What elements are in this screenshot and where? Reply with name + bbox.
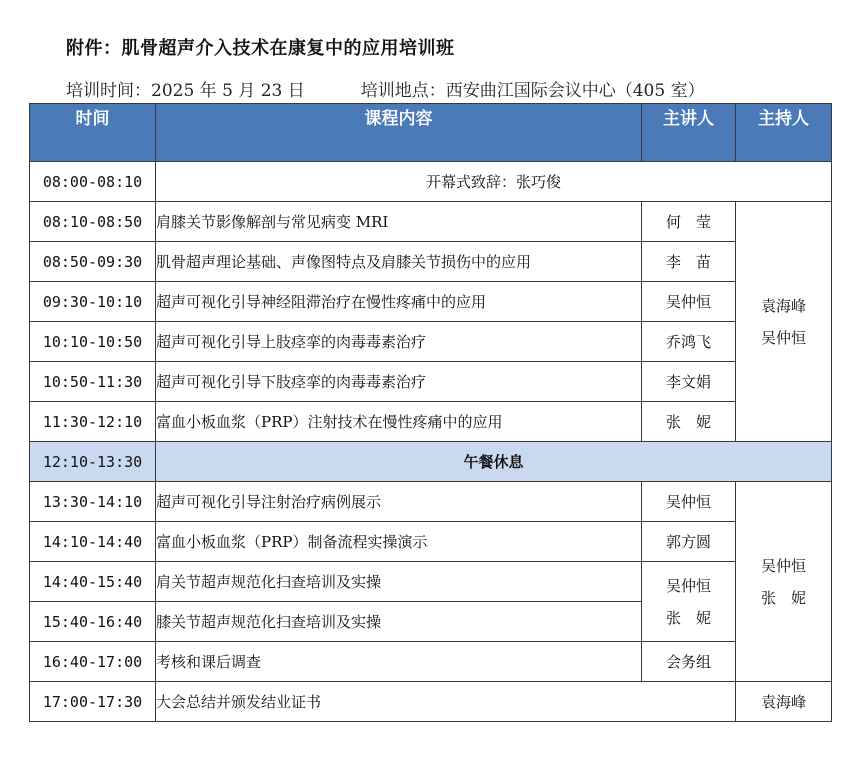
row-content: 富血小板血浆（PRP）注射技术在慢性疼痛中的应用 bbox=[156, 402, 642, 442]
schedule-table bbox=[29, 103, 832, 722]
host-afternoon bbox=[736, 482, 832, 682]
row-content: 大会总结并颁发结业证书 bbox=[156, 682, 736, 722]
row-speaker: 吴仲恒 bbox=[642, 282, 736, 322]
speaker-name: 张 妮 bbox=[665, 608, 711, 627]
table-row bbox=[30, 522, 832, 562]
table-row-lunch bbox=[30, 442, 832, 482]
row-content: 超声可视化引导下肢痉挛的肉毒毒素治疗 bbox=[156, 362, 642, 402]
host-name: 张 妮 bbox=[760, 588, 806, 607]
table-row bbox=[30, 202, 832, 242]
row-speaker: 何 莹 bbox=[642, 202, 736, 242]
row-content: 富血小板血浆（PRP）制备流程实操演示 bbox=[156, 522, 642, 562]
header-content: 课程内容 bbox=[156, 104, 642, 162]
row-speaker: 张 妮 bbox=[642, 402, 736, 442]
row-content: 超声可视化引导神经阻滞治疗在慢性疼痛中的应用 bbox=[156, 282, 642, 322]
document-title: 附件：肌骨超声介入技术在康复中的应用培训班 bbox=[66, 38, 455, 59]
row-time: 11:30-12:10 bbox=[30, 402, 156, 442]
row-time: 09:30-10:10 bbox=[30, 282, 156, 322]
row-speaker-shared bbox=[642, 562, 736, 642]
row-content: 开幕式致辞：张巧俊 bbox=[156, 162, 832, 202]
row-content: 超声可视化引导注射治疗病例展示 bbox=[156, 482, 642, 522]
speaker-name: 吴仲恒 bbox=[665, 576, 711, 595]
table-row bbox=[30, 282, 832, 322]
row-time: 08:50-09:30 bbox=[30, 242, 156, 282]
table-row bbox=[30, 242, 832, 282]
header-time: 时间 bbox=[30, 104, 156, 162]
training-location: 培训地点：西安曲江国际会议中心（405 室） bbox=[360, 81, 705, 101]
header-speaker: 主讲人 bbox=[642, 104, 736, 162]
host-name: 吴仲恒 bbox=[760, 556, 806, 575]
training-time: 培训时间：2025 年 5 月 23 日 bbox=[66, 81, 305, 101]
row-content: 肩关节超声规范化扫查培训及实操 bbox=[156, 562, 642, 602]
row-time: 10:10-10:50 bbox=[30, 322, 156, 362]
row-speaker: 李 苗 bbox=[642, 242, 736, 282]
row-time: 10:50-11:30 bbox=[30, 362, 156, 402]
table-row bbox=[30, 162, 832, 202]
host-name: 袁海峰 bbox=[760, 296, 806, 315]
row-content: 肩膝关节影像解剖与常见病变 MRI bbox=[156, 202, 642, 242]
host-closing: 袁海峰 bbox=[736, 682, 832, 722]
row-speaker: 乔鸿飞 bbox=[642, 322, 736, 362]
table-row bbox=[30, 682, 832, 722]
host-name: 吴仲恒 bbox=[760, 328, 806, 347]
row-speaker: 吴仲恒 bbox=[642, 482, 736, 522]
table-row bbox=[30, 322, 832, 362]
row-speaker: 郭方圆 bbox=[642, 522, 736, 562]
row-time: 13:30-14:10 bbox=[30, 482, 156, 522]
host-morning bbox=[736, 202, 832, 442]
table-row bbox=[30, 642, 832, 682]
row-time: 12:10-13:30 bbox=[30, 442, 156, 482]
header-host: 主持人 bbox=[736, 104, 832, 162]
row-time: 14:10-14:40 bbox=[30, 522, 156, 562]
table-row bbox=[30, 362, 832, 402]
row-content: 肌骨超声理论基础、声像图特点及肩膝关节损伤中的应用 bbox=[156, 242, 642, 282]
row-time: 14:40-15:40 bbox=[30, 562, 156, 602]
table-row bbox=[30, 562, 832, 602]
row-content: 考核和课后调查 bbox=[156, 642, 642, 682]
row-time: 08:00-08:10 bbox=[30, 162, 156, 202]
table-header-row bbox=[30, 104, 832, 162]
row-content: 午餐休息 bbox=[156, 442, 832, 482]
table-row bbox=[30, 482, 832, 522]
row-content: 超声可视化引导上肢痉挛的肉毒毒素治疗 bbox=[156, 322, 642, 362]
row-content: 膝关节超声规范化扫查培训及实操 bbox=[156, 602, 642, 642]
row-speaker: 李文娟 bbox=[642, 362, 736, 402]
row-time: 16:40-17:00 bbox=[30, 642, 156, 682]
table-row bbox=[30, 402, 832, 442]
row-time: 08:10-08:50 bbox=[30, 202, 156, 242]
row-time: 15:40-16:40 bbox=[30, 602, 156, 642]
training-info bbox=[66, 76, 705, 101]
row-speaker: 会务组 bbox=[642, 642, 736, 682]
row-time: 17:00-17:30 bbox=[30, 682, 156, 722]
